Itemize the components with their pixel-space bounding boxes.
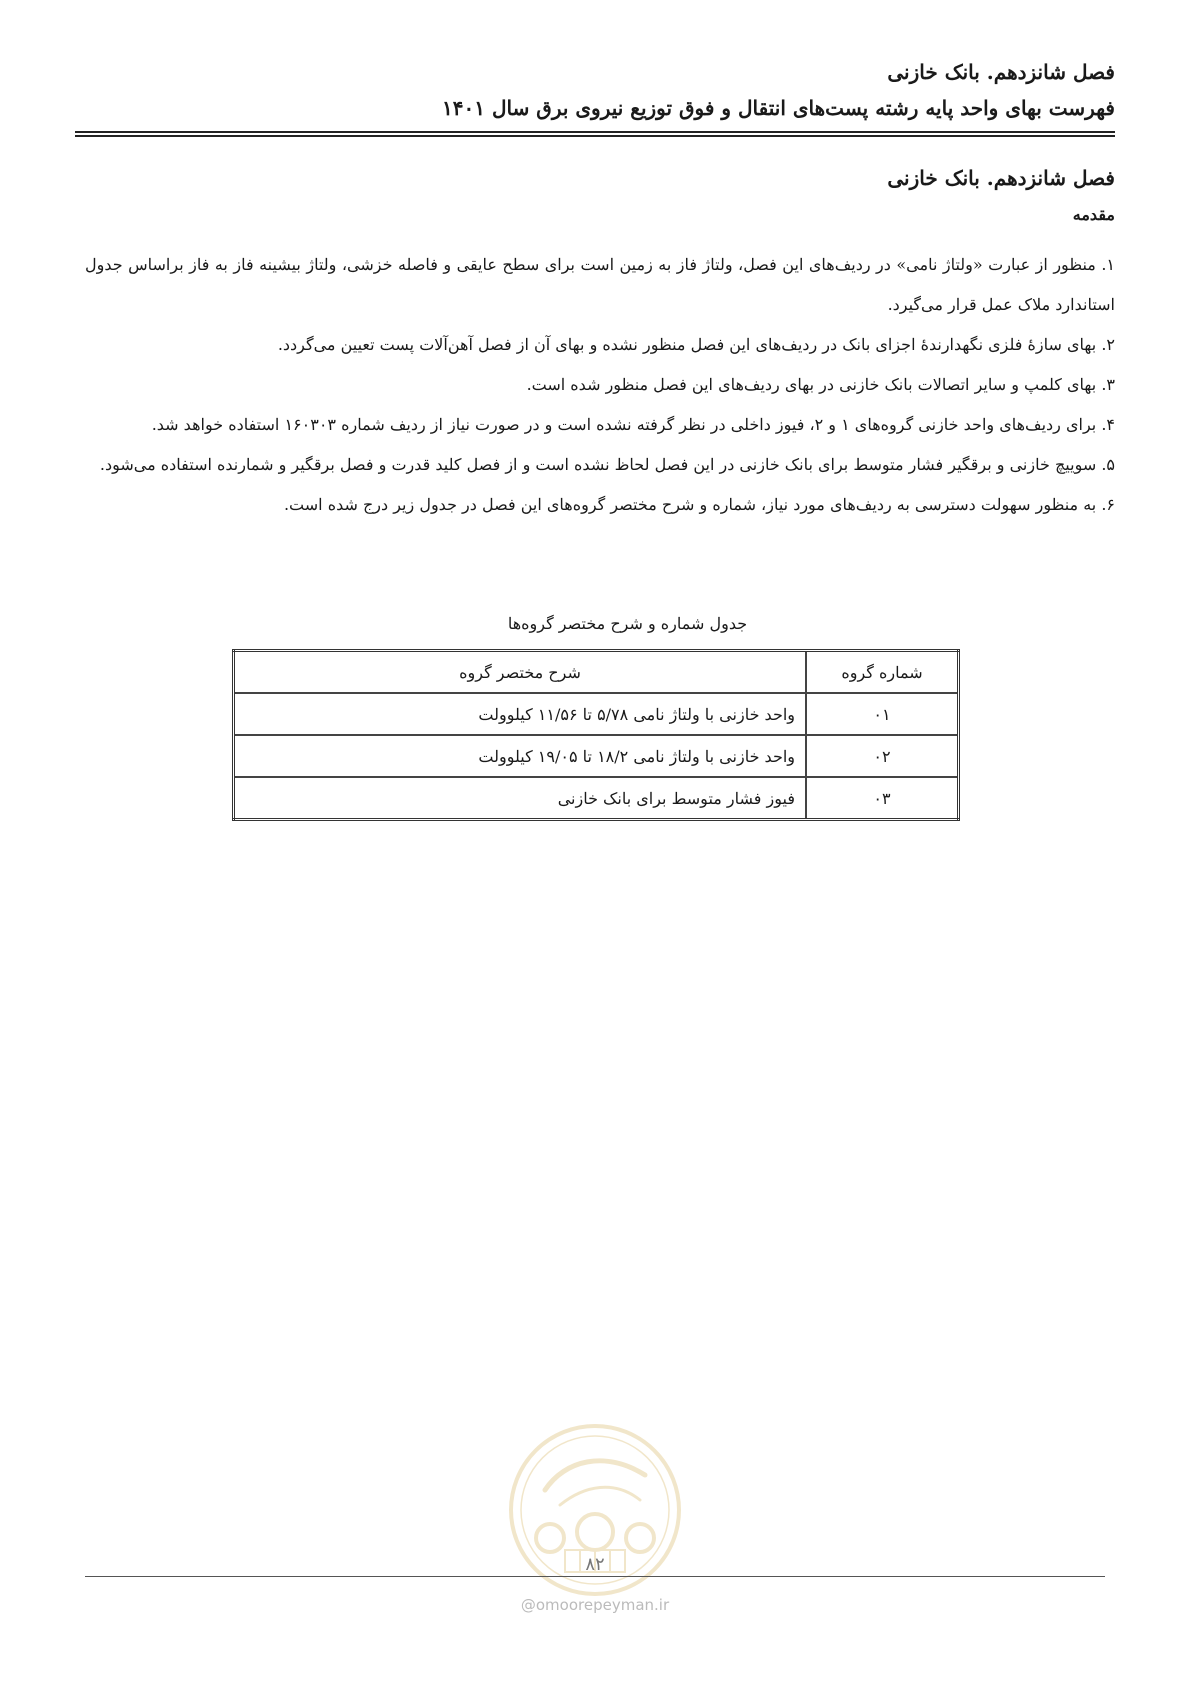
table-row [234, 693, 959, 735]
intro-paragraphs [85, 245, 1115, 525]
paragraph-1: ۱. منظور از عبارت «ولتاژ نامی» در ردیف‌های این فصل، ولتاژ فاز به زمین است برای سطح عایقی و فاصله خزشی، ولتاژ بیشینه فاز به فاز براساس جدول استاندارد ملاک عمل قرار می‌گیرد. [85, 255, 1115, 314]
header-group-description: شرح مختصر گروه [234, 651, 807, 694]
paragraph-5: ۵. سوییچ خازنی و برقگیر فشار متوسط برای بانک خازنی در این فصل لحاظ نشده است و از فصل کلید قدرت و فصل برقگیر و شمارنده استفاده می‌شود. [99, 455, 1115, 474]
group-description: واحد خازنی با ولتاژ نامی ۱۸/۲ تا ۱۹/۰۵ کیلوولت [234, 735, 807, 777]
table-header-row [234, 651, 959, 694]
paragraph-6: ۶. به منظور سهولت دسترسی به ردیف‌های مورد نیاز، شماره و شرح مختصر گروه‌های این فصل در جدول زیر درج شده است. [283, 495, 1115, 514]
header-double-rule [75, 131, 1115, 137]
group-number: ۰۲ [806, 735, 959, 777]
table-row [234, 735, 959, 777]
paragraph-3: ۳. بهای کلمپ و سایر اتصالات بانک خازنی در بهای ردیف‌های این فصل منظور شده است. [526, 375, 1115, 394]
group-number: ۰۱ [806, 693, 959, 735]
group-description: فیوز فشار متوسط برای بانک خازنی [234, 777, 807, 820]
paragraph-2: ۲. بهای سازهٔ فلزی نگهدارندهٔ اجزای بانک در ردیف‌های این فصل منظور نشده و بهای آن از فصل آهن‌آلات پست تعیین می‌گردد. [277, 335, 1115, 354]
group-description: واحد خازنی با ولتاژ نامی ۵/۷۸ تا ۱۱/۵۶ کیلوولت [234, 693, 807, 735]
table-row [234, 777, 959, 820]
site-url-text: omoorepeyman.ir [535, 1596, 670, 1614]
groups-table [232, 649, 960, 821]
page-number: ۸۲ [585, 1554, 605, 1575]
group-number: ۰۳ [806, 777, 959, 820]
header-group-number: شماره گروه [806, 651, 959, 694]
footer-rule [85, 1576, 1105, 1577]
intro-label: مقدمه [1072, 205, 1115, 224]
header-subtitle: فهرست بهای واحد پایه رشته پست‌های انتقال و فوق توزیع نیروی برق سال ۱۴۰۱ [442, 96, 1115, 120]
paragraph-4: ۴. برای ردیف‌های واحد خازنی گروه‌های ۱ و ۲، فیوز داخلی در نظر گرفته نشده است و در صورت نیاز از ردیف شماره ۱۶۰۳۰۳ استفاده خواهد شد. [151, 415, 1115, 434]
site-url: @omoorepeyman.ir [520, 1596, 670, 1614]
header-title: فصل شانزدهم. بانک خازنی [887, 60, 1115, 84]
section-title: فصل شانزدهم. بانک خازنی [887, 166, 1115, 190]
table-caption: جدول شماره و شرح مختصر گروه‌ها [507, 614, 748, 633]
